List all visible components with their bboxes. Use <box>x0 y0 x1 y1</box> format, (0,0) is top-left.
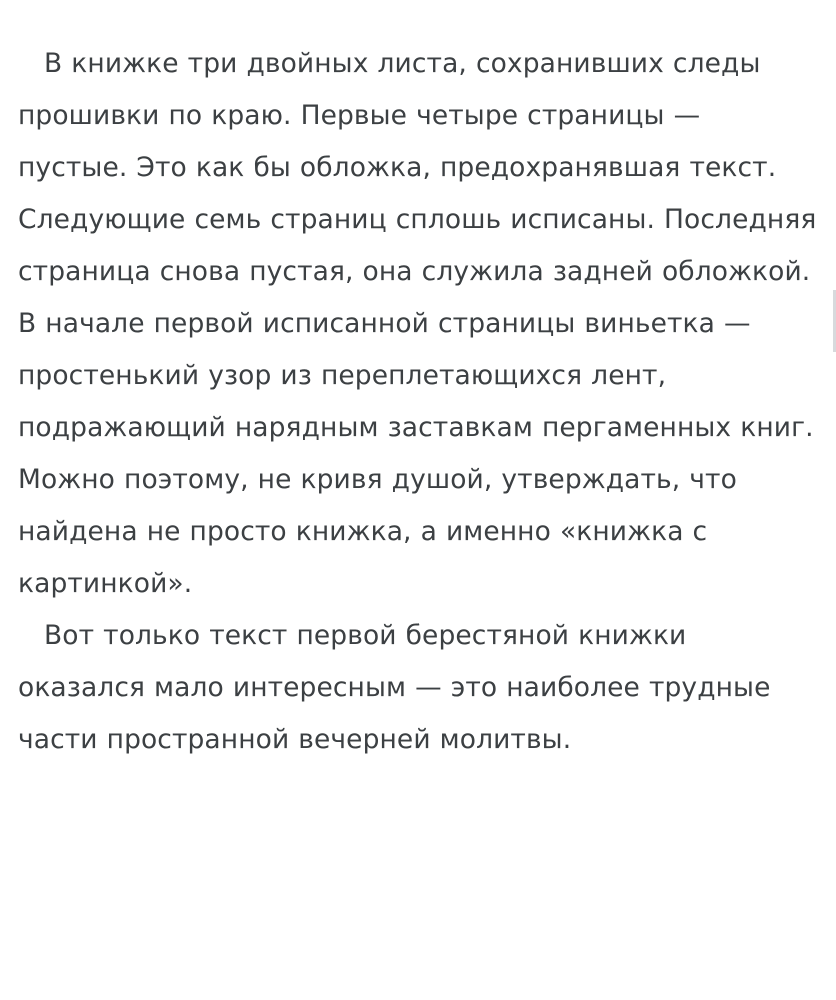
paragraph-1: В книжке три двойных листа, сохранивших следы прошивки по краю. Первые четыре страницы — пустые. Это как бы обложка, предохранявшая текст. Следующие семь страниц сплошь исписаны. Последняя страница снова пустая, она служила задней обложкой. В начале первой исписанной страницы виньетка — простенький узор из переплетающихся лент, подражающий нарядным заставкам пергаменных книг. Можно поэтому, не кривя душой, утверждать, что найдена не просто книжка, а именно «книжка с картинкой». <box>18 48 817 599</box>
paragraph-2: Вот только текст первой берестяной книжки оказался мало интересным — это наиболее трудные части пространной вечерней молитвы. <box>18 620 771 755</box>
document-body <box>18 38 818 766</box>
